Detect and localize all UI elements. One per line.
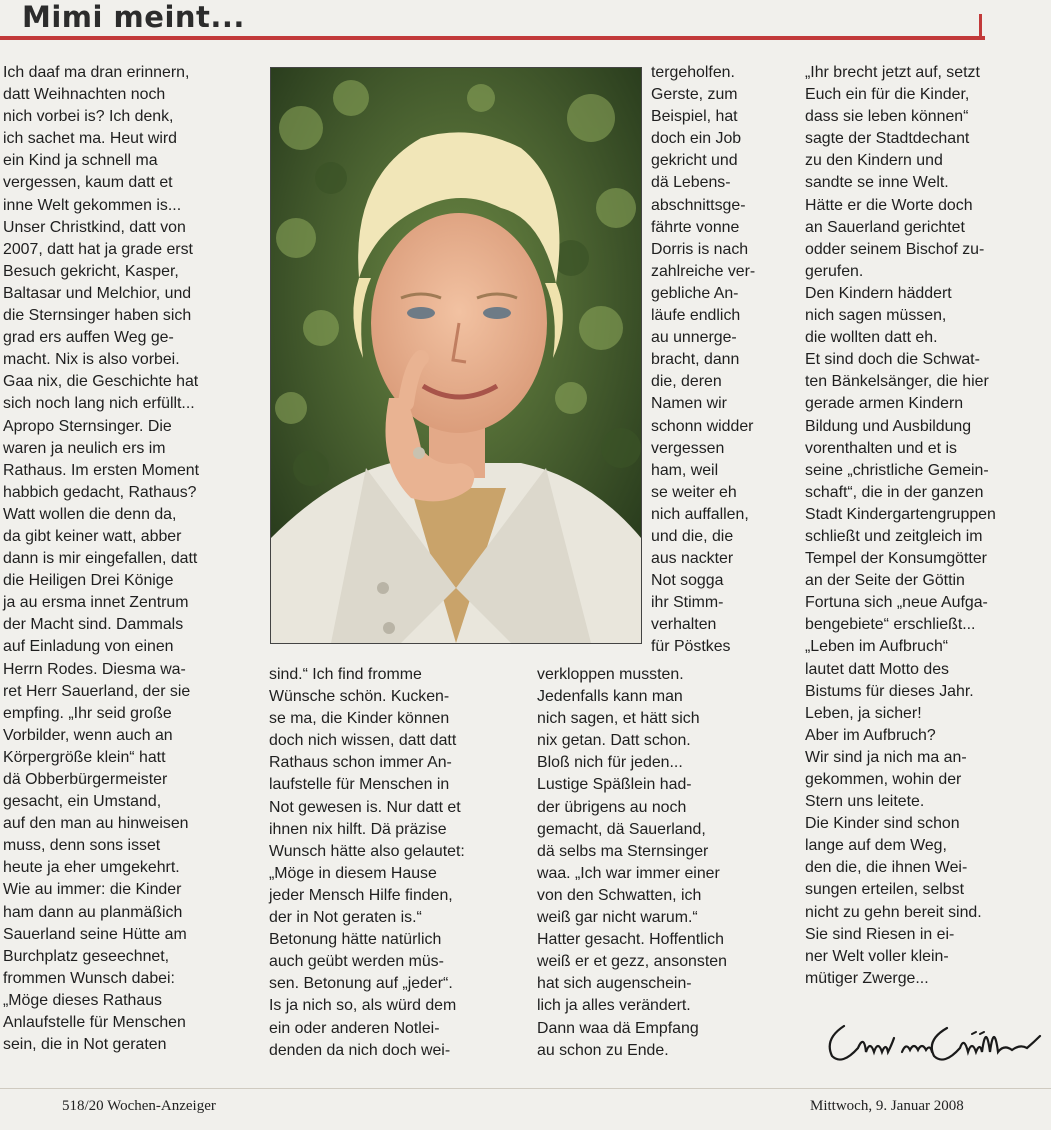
footer-divider (0, 1088, 1051, 1089)
author-signature (822, 1014, 1047, 1074)
author-portrait-photo (270, 67, 642, 644)
column-title: Mimi meint... (22, 0, 245, 34)
footer-publication: 518/20 Wochen-Anzeiger (62, 1098, 216, 1114)
article-column-3-lower: verkloppen mussten. Jedenfalls kann man nich sagen, et hätt sich nix getan. Datt schon. Bloß nich für jeden... Lustige Späßlein had- der übrigens au noch gemacht, dä Sauerland, dä selbs ma Sternsinger waa. „Ich war immer einer von den Schwatten, ich weiß gar nicht warum.“ Hatter gesacht. Hoffentlich weiß er et gezz, ansonsten hat sich augenschein- lich ja alles verändert. Dann waa dä Empfang au schon zu Ende. (537, 666, 727, 1059)
article-column-2: sind.“ Ich find fromme Wünsche schön. Kucken- se ma, die Kinder können doch nich wissen, datt datt Rathaus schon immer An- laufstelle für Menschen in Not gewesen is. Nur datt et ihnen nix hilft. Dä präzise Wunsch hätte also gelautet: „Möge in diesem Hause jeder Mensch Hilfe finden, der in Not geraten is.“ Betonung hätte natürlich auch geübt werden müs- sen. Betonung auf „jeder“. Is ja nich so, als würd dem ein oder anderen Notlei- denden da nich doch wei- (269, 666, 465, 1059)
footer-date: Mittwoch, 9. Januar 2008 (810, 1098, 964, 1114)
article-column-1: Ich daaf ma dran erinnern, datt Weihnachten noch nich vorbei is? Ich denk, ich sachet ma. Heut wird ein Kind ja schnell ma vergessen, kaum datt et inne Welt gekommen is... Unser Christkind, datt von 2007, datt hat ja grade erst Besuch gekricht, Kasper, Baltasar und Melchior, und die Sternsinger haben sich grad ers auffen Weg ge- macht. Nix is also vorbei. Gaa nix, die Geschichte hat sich noch lang nich erfüllt... Apropo Sternsinger. Die waren ja neulich ers im Rathaus. Im ersten Moment habbich gedacht, Rathaus? Watt wollen die denn da, da gibt keiner watt, abber dann is mir eingefallen, datt die Heiligen Drei Könige ja au ersma innet Zentrum der Macht sind. Dammals auf Einladung von einen Herrn Rodes. Diesma wa- ret Herr Sauerland, der sie empfing. „Ihr seid große Vorbilder, wenn auch an Körpergröße klein“ hatt dä Obberbürgermeister gesacht, ein Umstand, auf den man au hinweisen muss, denn sons isset heute ja eher umgekehrt. Wie au immer: die Kinder ham dann au planmäßich Sauerland seine Hütte am Burchplatz geseechnet, frommen Wunsch dabei: „Möge dieses Rathaus Anlaufstelle für Menschen sein, die in Not geraten (3, 64, 200, 1054)
article-column-3-upper: tergeholfen. Gerste, zum Beispiel, hat doch ein Job gekricht und dä Lebens- abschnittsge- fährte vonne Dorris is nach zahlreiche ver- gebliche An- läufe endlich au unnerge- bracht, dann die, deren Namen wir schonn widder vergessen ham, weil se weiter eh nich auffallen, und die, die aus nackter Not sogga ihr Stimm- verhalten für Pöstkes (651, 64, 756, 656)
title-rule-tick (979, 14, 982, 40)
title-rule (0, 36, 985, 40)
article-column-4: „Ihr brecht jetzt auf, setzt Euch ein für die Kinder, dass sie leben können“ sagte der Stadtdechant zu den Kindern und sandte se inne Welt. Hätte er die Worte doch an Sauerland gerichtet odder seinem Bischof zu- gerufen. Den Kindern häddert nich sagen müssen, die wollten datt eh. Et sind doch die Schwat- ten Bänkelsänger, die hier gerade armen Kindern Bildung und Ausbildung vorenthalten und et is seine „christliche Gemein- schaft“, die in der ganzen Stadt Kindergartengruppen schließt und zeitgleich im Tempel der Konsumgötter an der Seite der Göttin Fortuna sich „neue Aufga- bengebiete“ erschließt... „Leben im Aufbruch“ lautet datt Motto des Bistums für dieses Jahr. Leben, ja sicher! Aber im Aufbruch? Wir sind ja nich ma an- gekommen, wohin der Stern uns leitete. Die Kinder sind schon lange auf dem Weg, den die, die ihnen Wei- sungen erteilen, selbst nicht zu gehn bereit sind. Sie sind Riesen in ei- ner Welt voller klein- mütiger Zwerge... (805, 64, 996, 987)
